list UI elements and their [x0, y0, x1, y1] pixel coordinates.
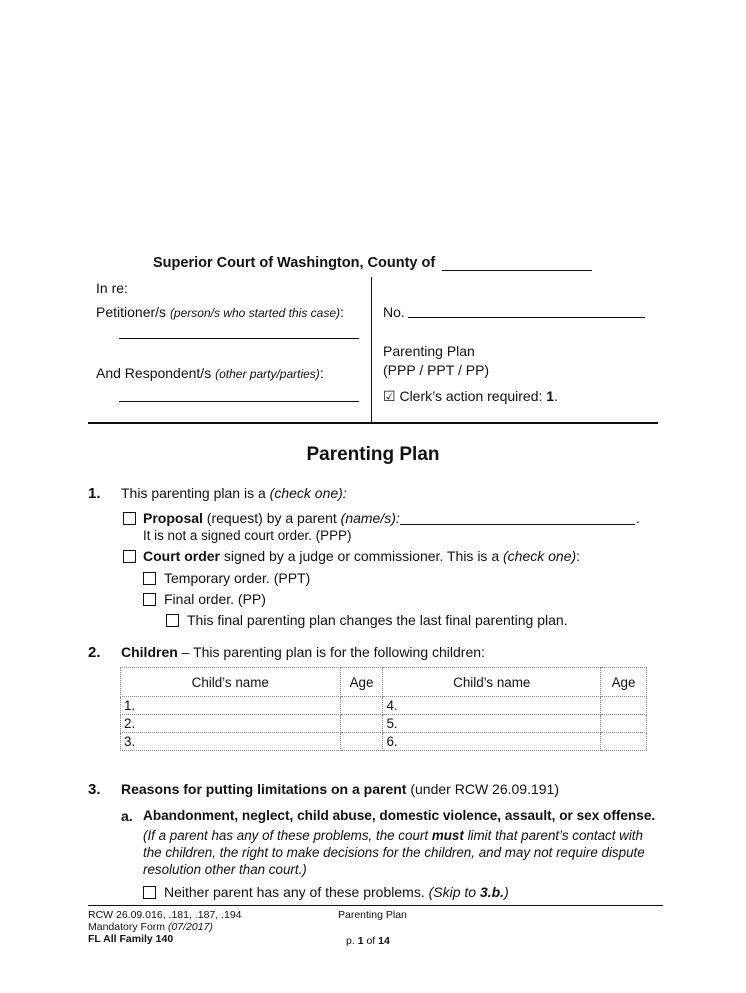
subsection-a-label: a. — [121, 808, 133, 824]
caption-rule — [88, 422, 658, 424]
section-1-text: This parenting plan is a — [121, 485, 266, 501]
child-name-cell[interactable]: 5. — [383, 715, 601, 733]
hint-line-1 — [143, 827, 645, 844]
clerk-checkbox-icon: ☑ — [383, 388, 396, 404]
clerk-period: . — [554, 388, 558, 404]
section-3-bold: Reasons for putting limitations on a parent — [121, 781, 407, 797]
court-name: Superior Court of Washington, County of — [153, 255, 436, 271]
changes-plan-label: This final parenting plan changes the last final parenting plan. — [187, 612, 568, 628]
court-heading — [153, 255, 435, 271]
proposal-note: It is not a signed court order. (PPP) — [143, 528, 352, 543]
court-order-hint: (check one) — [503, 548, 577, 564]
petitioner-hint: (person/s who started this case) — [169, 306, 341, 320]
footer-rule — [88, 905, 663, 906]
age-cell[interactable] — [601, 733, 647, 751]
court-order-checkbox[interactable] — [123, 550, 136, 563]
proposal-period: . — [636, 510, 640, 526]
case-number-label: No. — [383, 304, 405, 320]
respondent-name-field[interactable] — [119, 401, 359, 402]
proposal-hint: (name/s): — [340, 510, 400, 526]
age-cell[interactable] — [601, 715, 647, 733]
section-1-number: 1. — [88, 485, 101, 502]
section-3-heading — [121, 781, 559, 797]
proposal-text: (request) by a parent — [206, 510, 337, 526]
section-2-text: – This parenting plan is for the following children: — [181, 644, 485, 660]
proposal-name-field[interactable] — [400, 524, 635, 525]
petitioner-name-field[interactable] — [119, 338, 359, 339]
skip-open: (Skip to — [428, 884, 477, 900]
child-name-cell[interactable]: 1. — [121, 697, 341, 715]
county-field[interactable] — [442, 270, 592, 271]
clerk-action-number: 1 — [546, 388, 555, 404]
footer-rcw: RCW 26.09.016, .181, .187, .194 — [88, 909, 242, 921]
page-of: of — [366, 935, 376, 947]
table-row — [121, 733, 647, 751]
changes-plan-checkbox[interactable] — [166, 614, 179, 627]
temporary-order-label: Temporary order. (PPT) — [164, 570, 311, 586]
footer-form-id: FL All Family 140 — [88, 933, 174, 945]
children-table — [120, 667, 647, 751]
court-order-text: signed by a judge or commissioner. This is a — [223, 548, 500, 564]
children-table-header — [121, 668, 647, 697]
child-name-header: Child’s name — [383, 668, 601, 697]
age-cell[interactable] — [340, 697, 383, 715]
section-3-number: 3. — [88, 781, 101, 798]
court-order-colon: : — [576, 548, 581, 564]
hint-text-1: (If a parent has any of these problems, the court — [143, 828, 429, 843]
child-name-cell[interactable]: 4. — [383, 697, 601, 715]
respondent-label — [96, 365, 324, 381]
footer-mandatory-text: Mandatory Form — [88, 921, 166, 933]
neither-parent-option — [164, 884, 509, 900]
skip-ref: 3.b. — [479, 884, 505, 900]
table-row — [121, 697, 647, 715]
neither-parent-checkbox[interactable] — [143, 886, 156, 899]
case-number-field[interactable] — [408, 317, 645, 318]
subsection-a-hint — [143, 827, 645, 878]
hint-text-2: limit that parent’s contact with — [467, 828, 643, 843]
age-cell[interactable] — [601, 697, 647, 715]
caption-divider — [371, 277, 372, 422]
temporary-order-checkbox[interactable] — [143, 572, 156, 585]
petitioner-colon: : — [340, 304, 344, 320]
subsection-a-heading: Abandonment, neglect, child abuse, domestic violence, assault, or sex offense. — [143, 808, 656, 823]
footer-mandatory — [88, 921, 242, 933]
respondent-text: And Respondent/s — [96, 365, 212, 381]
doc-title-label: Parenting Plan — [383, 343, 475, 359]
respondent-hint: (other party/parties) — [215, 367, 320, 381]
child-name-cell[interactable]: 3. — [121, 733, 341, 751]
respondent-colon: : — [319, 365, 324, 381]
footer-page-number — [346, 935, 390, 947]
skip-close: ) — [504, 884, 509, 900]
age-header: Age — [601, 668, 647, 697]
footer-mandatory-date: (07/2017) — [167, 921, 213, 933]
age-cell[interactable] — [340, 733, 383, 751]
proposal-bold: Proposal — [143, 510, 203, 526]
doc-codes-label: (PPP / PPT / PP) — [383, 362, 490, 378]
petitioner-label — [96, 304, 344, 320]
child-name-cell[interactable]: 6. — [383, 733, 601, 751]
petitioner-text: Petitioner/s — [96, 304, 167, 320]
section-3-text: (under RCW 26.09.191) — [410, 781, 559, 797]
hint-line-3: resolution other than court.) — [143, 862, 307, 877]
age-header: Age — [340, 668, 383, 697]
section-2-bold: Children — [121, 644, 178, 660]
page-total: 14 — [378, 935, 390, 947]
final-order-checkbox[interactable] — [143, 593, 156, 606]
clerk-action-text: Clerk’s action required: — [399, 388, 543, 404]
section-1-heading — [121, 485, 347, 501]
in-re-label: In re: — [96, 280, 128, 296]
final-order-label: Final order. (PP) — [164, 591, 266, 607]
clerk-action — [383, 388, 558, 405]
table-row — [121, 715, 647, 733]
proposal-option — [143, 510, 400, 526]
hint-must: must — [431, 828, 464, 843]
age-cell[interactable] — [340, 715, 383, 733]
section-2-heading — [121, 644, 485, 660]
section-2-number: 2. — [88, 644, 101, 661]
neither-parent-text: Neither parent has any of these problems. — [164, 884, 425, 900]
child-name-header: Child’s name — [121, 668, 341, 697]
section-1-hint: (check one): — [269, 485, 347, 501]
hint-line-2: the children, the right to make decisions for the children, and may not require dispute — [143, 845, 645, 860]
page-title: Parenting Plan — [306, 444, 440, 465]
page-p: p. — [346, 935, 355, 947]
footer-left — [88, 909, 242, 945]
footer-center-title: Parenting Plan — [338, 909, 407, 921]
court-order-bold: Court order — [143, 548, 220, 564]
page-current: 1 — [357, 935, 364, 947]
proposal-checkbox[interactable] — [123, 512, 136, 525]
child-name-cell[interactable]: 2. — [121, 715, 341, 733]
court-order-option — [143, 548, 580, 564]
